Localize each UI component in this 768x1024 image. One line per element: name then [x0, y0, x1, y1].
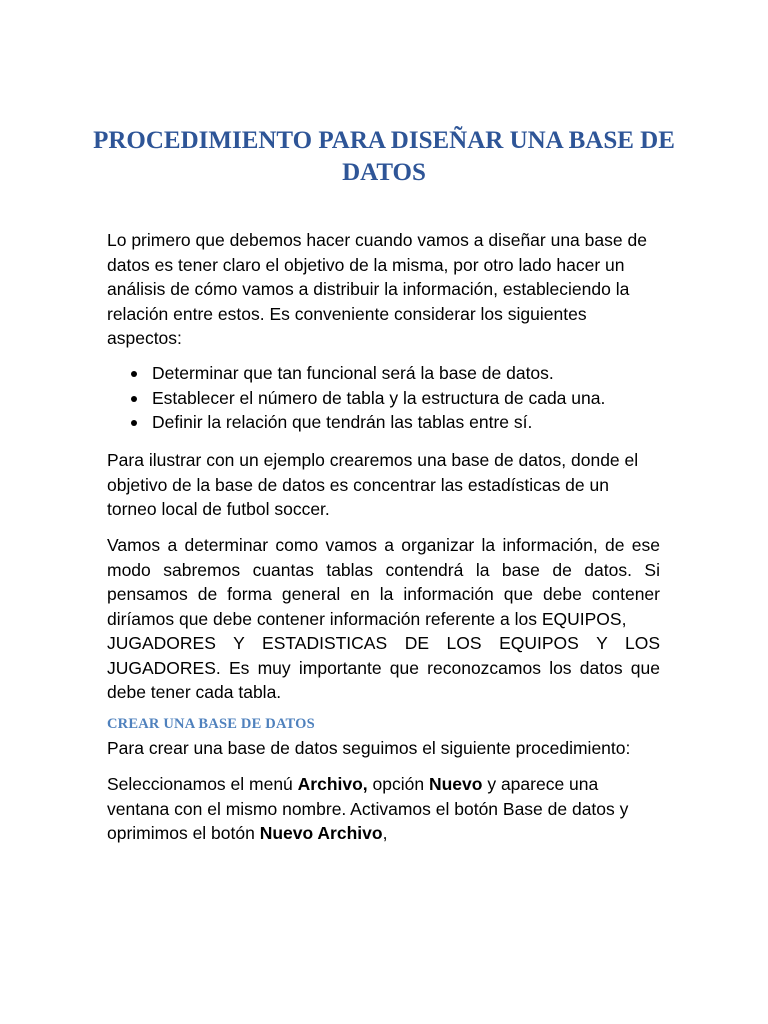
- page-title-line-1: PROCEDIMIENTO PARA DISEÑAR UNA BASE DE: [93, 127, 675, 154]
- organize-line: JUGADORES. Es muy importante que reconozcamos los datos que: [107, 657, 660, 678]
- steps-text: opción: [367, 774, 429, 794]
- section-heading: CREAR UNA BASE DE DATOS: [107, 716, 315, 732]
- bullet-icon: [131, 396, 137, 402]
- example-line: Para ilustrar con un ejemplo crearemos una base de datos, donde el: [107, 450, 639, 470]
- steps-text: y aparece una: [482, 774, 599, 794]
- page-title-line-2: DATOS: [342, 159, 426, 186]
- steps-text: oprimimos el botón: [107, 823, 260, 843]
- intro-line: datos es tener claro el objetivo de la misma, por otro lado hacer un: [107, 254, 625, 275]
- example-line: objetivo de la base de datos es concentrar las estadísticas de un: [107, 474, 609, 495]
- bullet-icon: [131, 371, 137, 377]
- list-item: [107, 361, 660, 386]
- steps-line: ventana con el mismo nombre. Activamos el botón Base de datos y: [107, 798, 629, 819]
- intro-line: relación entre estos. Es conveniente considerar los siguientes: [107, 303, 587, 324]
- steps-text: ,: [382, 823, 388, 843]
- steps-line: [107, 772, 660, 797]
- procedure-intro-paragraph: [107, 736, 660, 761]
- steps-text: Seleccionamos el menú: [107, 774, 298, 794]
- intro-paragraph: [107, 228, 660, 351]
- steps-paragraph: [107, 772, 660, 846]
- organize-line: pensamos de forma general en la información que debe contener: [107, 584, 660, 604]
- button-nuevo-archivo-label: Nuevo Archivo: [259, 823, 383, 843]
- organize-paragraph: [107, 533, 660, 705]
- menu-archivo-label: Archivo,: [297, 774, 368, 794]
- intro-line: Lo primero que debemos hacer cuando vamos a diseñar una base de: [107, 230, 647, 250]
- example-line: torneo local de futbol soccer.: [107, 499, 330, 519]
- procedure-intro-line: Para crear una base de datos seguimos el siguiente procedimiento:: [107, 738, 631, 758]
- list-item: [107, 410, 660, 435]
- example-paragraph: [107, 448, 660, 522]
- list-item-text: Determinar que tan funcional será la base de datos.: [152, 363, 554, 383]
- organize-line: modo sabremos cuantas tablas contendrá la base de datos. Si: [107, 559, 660, 580]
- organize-line: debe tener cada tabla.: [107, 682, 282, 702]
- list-item: [107, 386, 660, 411]
- option-nuevo-label: Nuevo: [428, 774, 483, 794]
- organize-line: Vamos a determinar como vamos a organizar la información, de ese: [107, 535, 660, 555]
- aspects-list: [107, 361, 660, 435]
- organize-line: JUGADORES Y ESTADISTICAS DE LOS EQUIPOS Y LOS: [107, 633, 660, 653]
- intro-line: análisis de cómo vamos a distribuir la información, estableciendo la: [107, 279, 630, 299]
- organize-line: diríamos que debe contener información referente a los EQUIPOS,: [107, 608, 627, 629]
- bullet-icon: [131, 420, 137, 426]
- intro-line: aspectos:: [107, 328, 182, 348]
- list-item-text: Establecer el número de tabla y la estructura de cada una.: [152, 387, 606, 408]
- list-item-text: Definir la relación que tendrán las tablas entre sí.: [152, 412, 533, 432]
- steps-line: [107, 821, 660, 846]
